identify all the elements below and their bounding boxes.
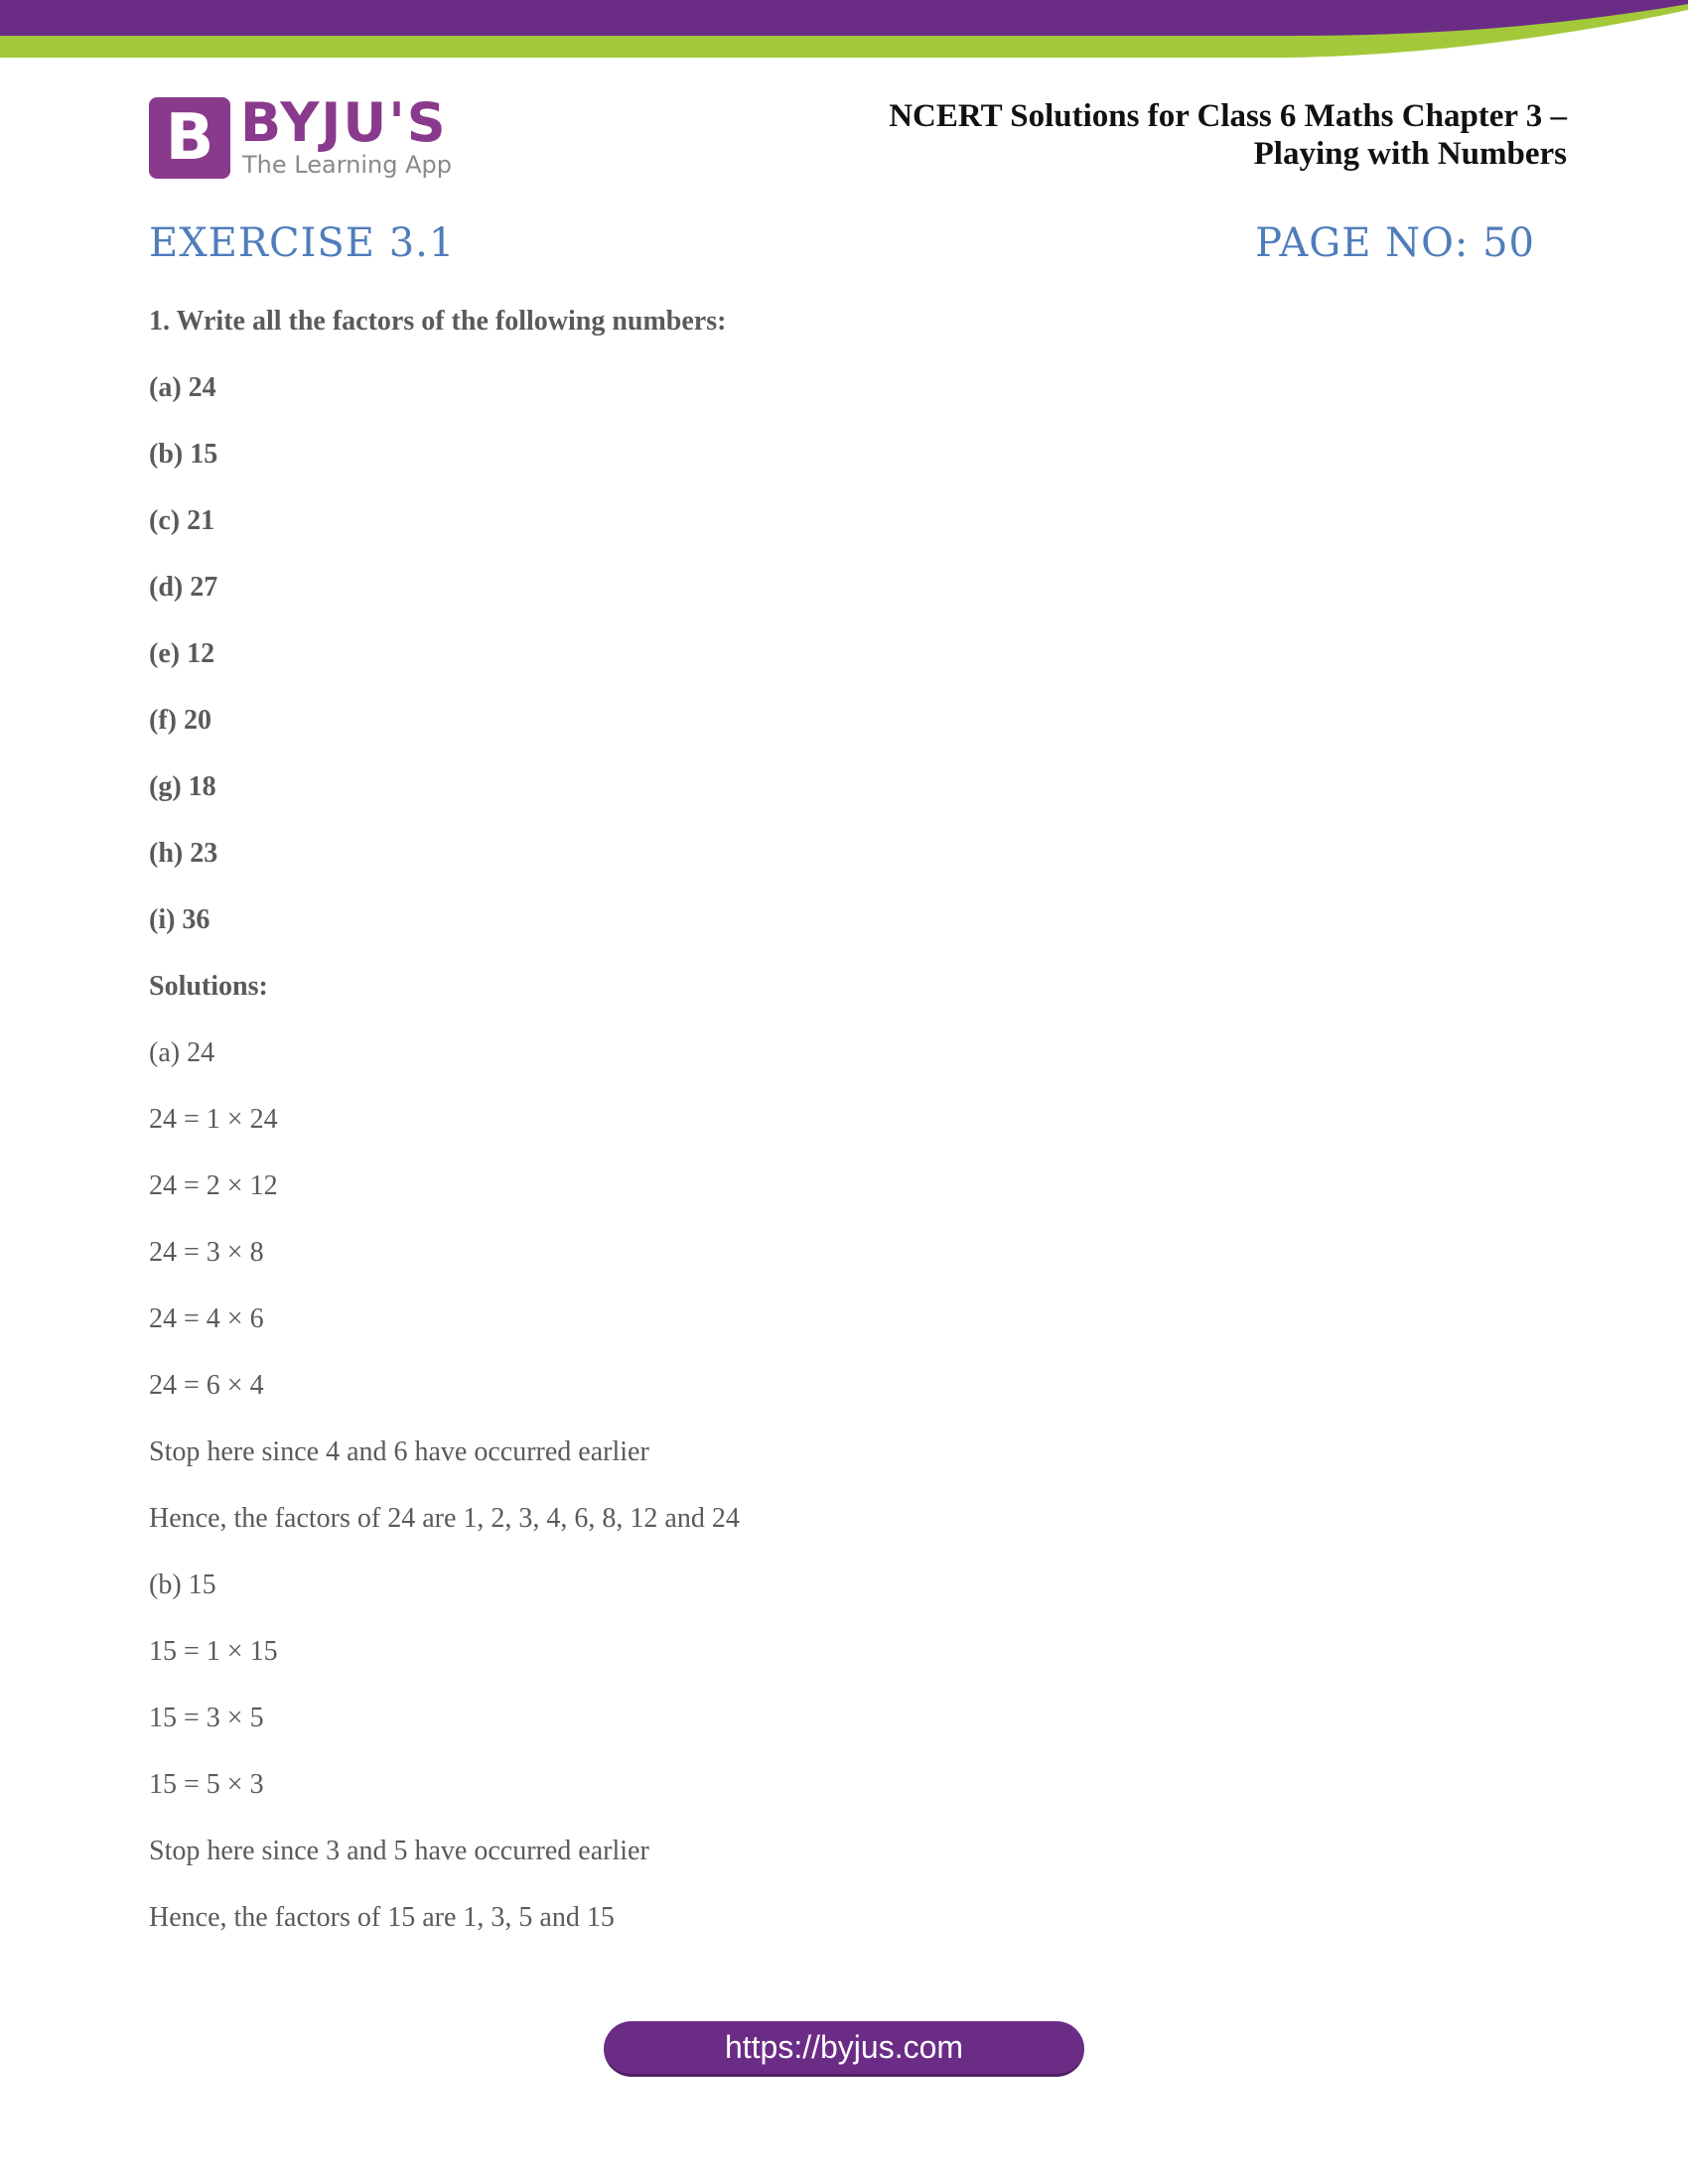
solution-line: Stop here since 3 and 5 have occurred earlier [149, 1836, 649, 1866]
solution-line: (b) 15 [149, 1570, 216, 1600]
solution-line: 15 = 3 × 5 [149, 1703, 264, 1733]
question-part: (e) 12 [149, 638, 215, 669]
top-banner [0, 0, 1688, 60]
byjus-logo-glyph: B [165, 101, 214, 175]
header-title-line-2: Playing with Numbers [1253, 136, 1567, 172]
question-part: (h) 23 [149, 838, 218, 869]
document-header-title [812, 97, 1567, 173]
solution-line: 24 = 3 × 8 [149, 1237, 264, 1268]
solution-line: 24 = 2 × 12 [149, 1170, 278, 1201]
question-part: (d) 27 [149, 572, 218, 603]
question-text: 1. Write all the factors of the following numbers: [149, 306, 727, 337]
page-number-heading: PAGE NO: 50 [1255, 220, 1535, 266]
solution-line: 15 = 5 × 3 [149, 1769, 264, 1800]
footer-url-text: https://byjus.com [724, 2029, 964, 2065]
question-part: (f) 20 [149, 705, 211, 736]
byjus-logo-wordmark: BYJU'S [240, 91, 448, 154]
solution-line: Hence, the factors of 15 are 1, 3, 5 and 15 [149, 1902, 615, 1933]
solution-line: Stop here since 4 and 6 have occurred earlier [149, 1436, 649, 1467]
footer-url-link[interactable] [604, 2021, 1084, 2077]
question-part: (b) 15 [149, 439, 218, 470]
byjus-logo-tagline: The Learning App [242, 151, 452, 179]
top-banner-purple-stripe [0, 0, 1688, 36]
solution-line: 24 = 6 × 4 [149, 1370, 264, 1401]
byjus-logo [149, 91, 452, 181]
solution-line: (a) 24 [149, 1037, 215, 1068]
question-part: (c) 21 [149, 505, 215, 536]
solution-line: Hence, the factors of 24 are 1, 2, 3, 4, 6, 8, 12 and 24 [149, 1503, 740, 1534]
solution-line: 24 = 4 × 6 [149, 1303, 264, 1334]
question-part: (a) 24 [149, 372, 216, 403]
solution-line: 15 = 1 × 15 [149, 1636, 278, 1667]
solutions-heading: Solutions: [149, 971, 268, 1002]
solution-line: 24 = 1 × 24 [149, 1104, 278, 1135]
question-part: (i) 36 [149, 904, 211, 935]
header-title-line-1: NCERT Solutions for Class 6 Maths Chapter 3 – [889, 98, 1567, 134]
question-part: (g) 18 [149, 771, 216, 802]
exercise-heading: EXERCISE 3.1 [149, 220, 456, 266]
